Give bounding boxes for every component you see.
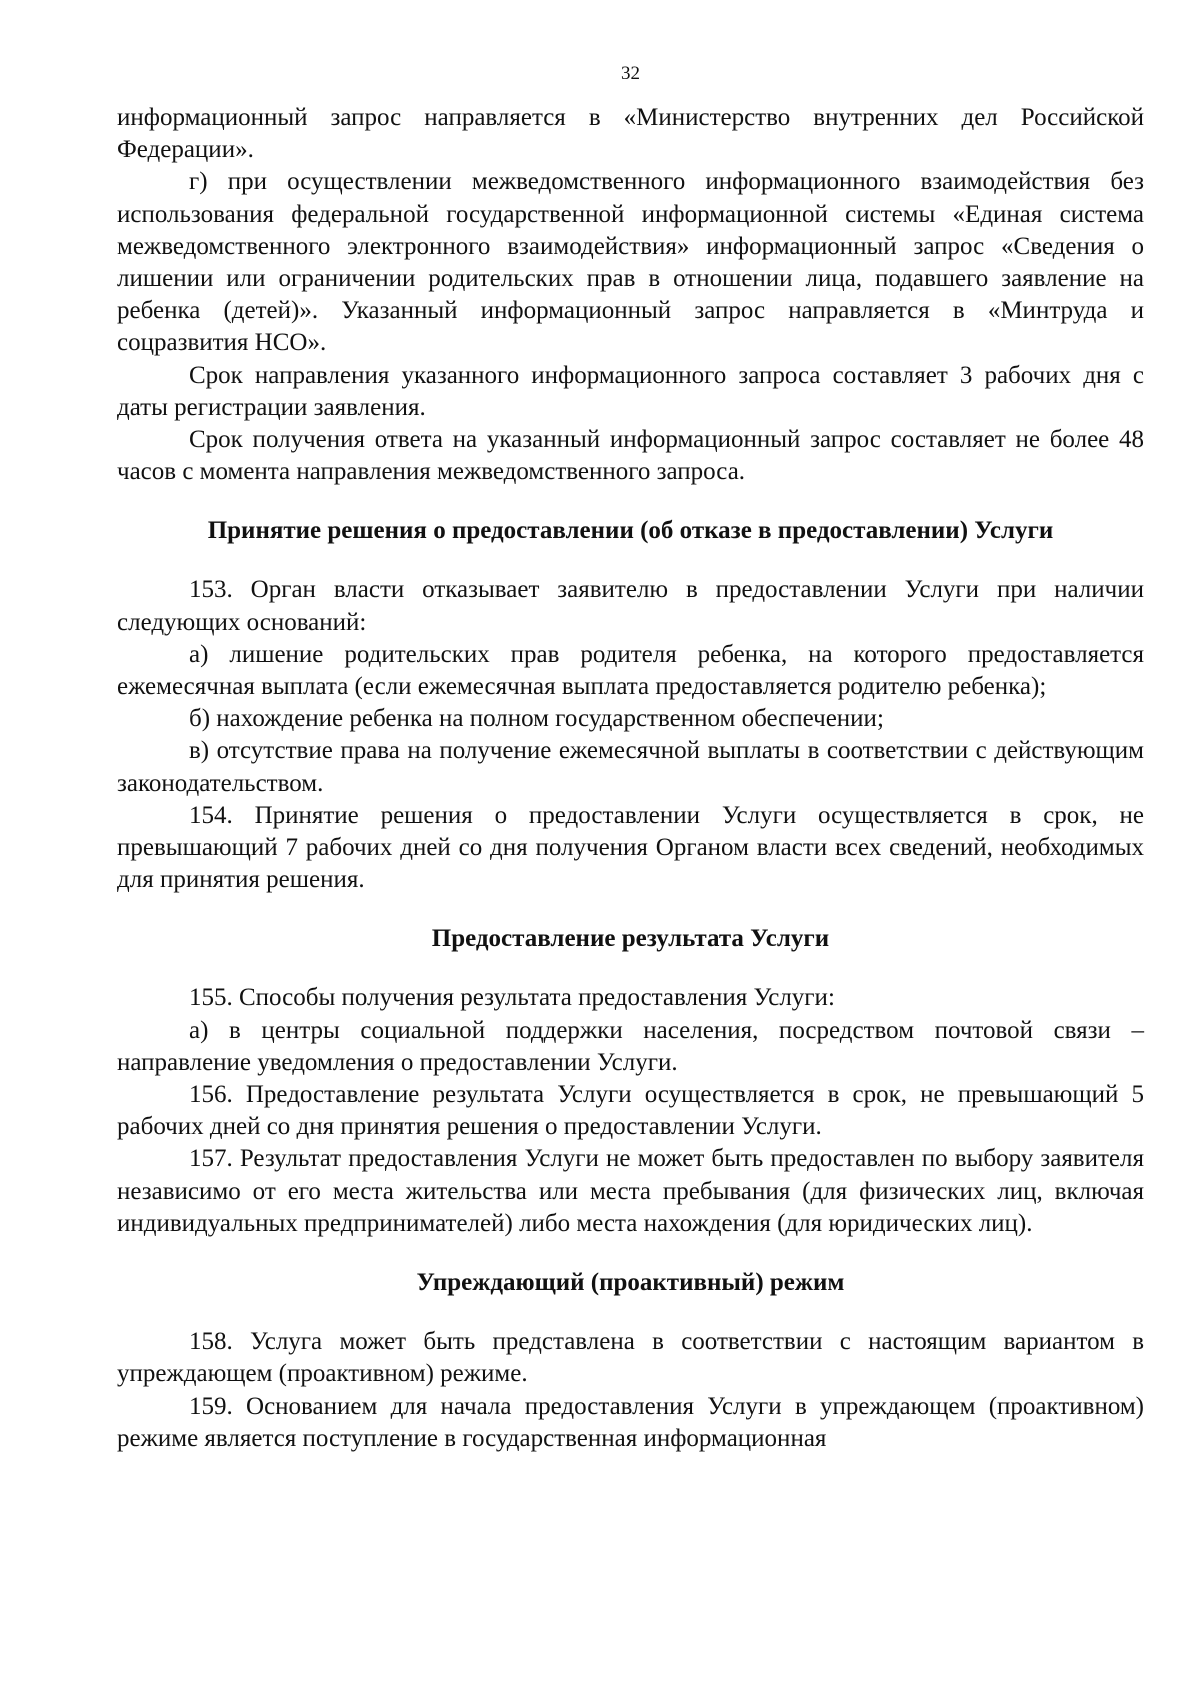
paragraph-154: 154. Принятие решения о предоставлении Услуги осуществляется в срок, не превышающий 7 рабочих дней со дня получения Органом власти всех сведений, необходимых для принятия решения. — [117, 801, 1144, 894]
section-heading-proactive: Упреждающий (проактивный) режим — [416, 1269, 845, 1297]
paragraph-155-a: а) в центры социальной поддержки населения, посредством почтовой связи – направление уведомления о предоставлении Услуги. — [117, 1016, 1144, 1076]
section-heading-result: Предоставление результата Услуги — [431, 925, 830, 953]
paragraph-155: 155. Способы получения результата предоставления Услуги: — [189, 984, 835, 1012]
paragraph-continuation: информационный запрос направляется в «Министерство внутренних дел Российской Федерации». — [117, 104, 1144, 164]
paragraph-153: 153. Орган власти отказывает заявителю в предоставлении Услуги при наличии следующих оснований: — [117, 576, 1144, 636]
paragraph-153-v: в) отсутствие права на получение ежемесячной выплаты в соответствии с действующим законодательством. — [117, 737, 1144, 797]
paragraph-request-deadline: Срок направления указанного информационного запроса составляет 3 рабочих дня с даты регистрации заявления. — [117, 361, 1144, 421]
paragraph-item-g: г) при осуществлении межведомственного информационного взаимодействия без использования федеральной государственной информационной системы «Единая система межведомственного электронного взаимодействия» информационный запрос «Сведения о лишении или ограничении родительских прав в отношении лица, подавшего заявление на ребенка (детей)». Указанный информационный запрос направляется в «Минтруда и соцразвития НСО». — [117, 168, 1144, 357]
paragraph-159: 159. Основанием для начала предоставления Услуги в упреждающем (проактивном) режиме является поступление в государственная информационная — [117, 1392, 1144, 1452]
paragraph-153-a: а) лишение родительских прав родителя ребенка, на которого предоставляется ежемесячная выплата (если ежемесячная выплата предоставляется родителю ребенка); — [117, 640, 1144, 701]
page-number: 32 — [621, 63, 640, 84]
section-heading-decision: Принятие решения о предоставлении (об отказе в предоставлении) Услуги — [207, 517, 1054, 545]
paragraph-157: 157. Результат предоставления Услуги не может быть предоставлен по выбору заявителя независимо от его места жительства или места пребывания (для физических лиц, включая индивидуальных предпринимателей) либо места нахождения (для юридических лиц). — [117, 1145, 1144, 1237]
paragraph-response-deadline: Срок получения ответа на указанный информационный запрос составляет не более 48 часов с момента направления межведомственного запроса. — [117, 426, 1144, 486]
paragraph-156: 156. Предоставление результата Услуги осуществляется в срок, не превышающий 5 рабочих дней со дня принятия решения о предоставлении Услуги. — [117, 1081, 1144, 1141]
paragraph-158: 158. Услуга может быть представлена в соответствии с настоящим вариантом в упреждающем (проактивном) режиме. — [117, 1328, 1144, 1388]
paragraph-153-b: б) нахождение ребенка на полном государственном обеспечении; — [189, 705, 884, 733]
